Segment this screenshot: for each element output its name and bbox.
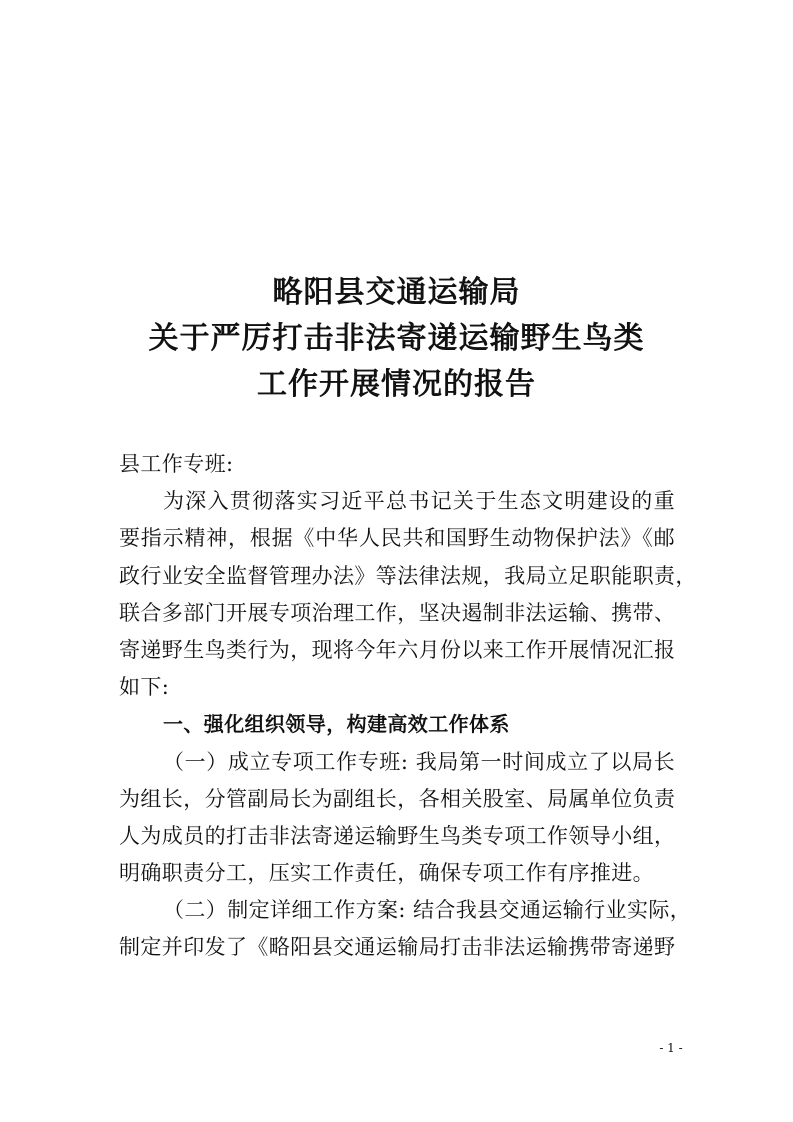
page-number: - 1 - [659,1041,683,1055]
paragraph-1-line-3: 政行业安全监督管理办法》等法律法规，我局立足职能职责， [119,563,697,588]
title-line-3: 工作开展情况的报告 [257,367,536,402]
document-title [0,270,793,408]
title-line-1: 略阳县交通运输局 [272,275,521,310]
paragraph-1-line-2: 要指示精神，根据《中华人民共和国野生动物保护法》《邮 [119,526,675,551]
paragraph-1-line-6: 如下: [119,675,170,700]
paragraph-1-line-4: 联合多部门开展专项治理工作，坚决遏制非法运输、携带、 [119,600,676,625]
item-1-line-3: 人为成员的打击非法寄递运输野生鸟类专项工作领导小组， [119,823,676,848]
item-2-line-2: 制定并印发了《略阳县交通运输局打击非法运输携带寄递野 [119,935,676,960]
item-1-line-1: （一）成立专项工作专班: 我局第一时间成立了以局长 [163,749,675,774]
title-line-2: 关于严厉打击非法寄递运输野生鸟类 [148,321,645,356]
document-body [119,446,697,967]
item-2-line-1: （二）制定详细工作方案: 结合我县交通运输行业实际， [163,898,692,923]
item-1-line-2: 为组长，分管副局长为副组长，各相关股室、局属单位负责 [119,786,676,811]
paragraph-1-line-1: 为深入贯彻落实习近平总书记关于生态文明建设的重 [163,489,675,514]
item-1-line-4: 明确职责分工，压实工作责任，确保专项工作有序推进。 [119,861,654,886]
section-1-heading: 一、强化组织领导，构建高效工作体系 [163,712,510,737]
paragraph-1-line-5: 寄递野生鸟类行为，现将今年六月份以来工作开展情况汇报 [119,637,676,662]
salutation: 县工作专班: [119,452,234,476]
